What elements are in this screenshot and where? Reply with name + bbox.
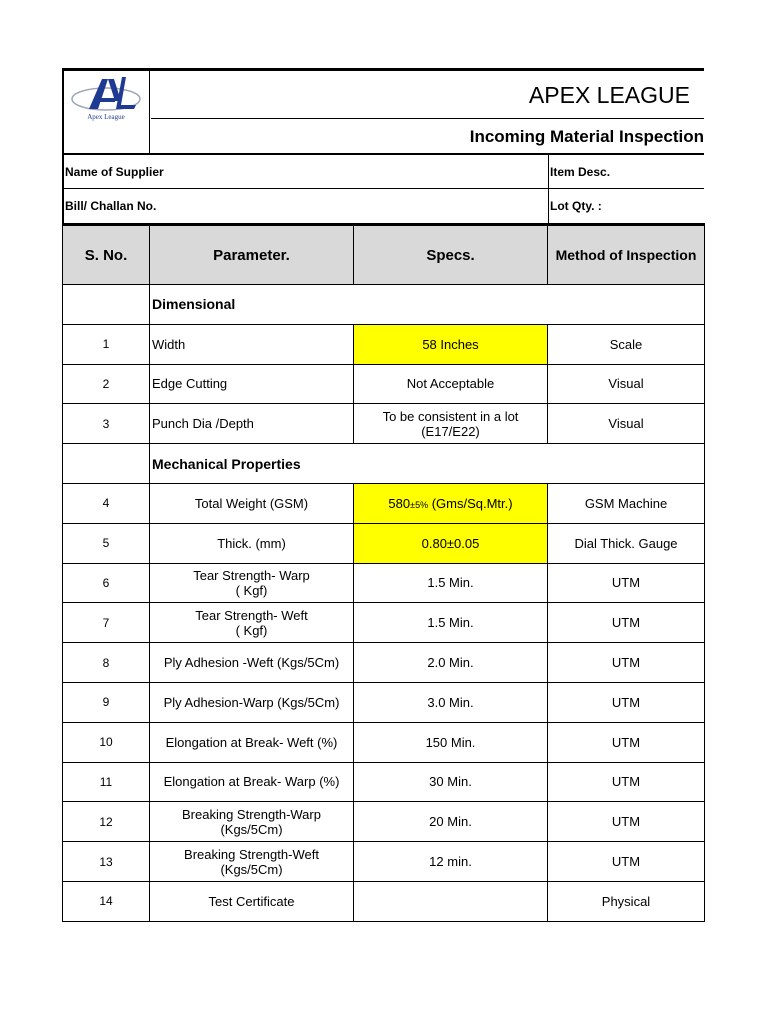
company-name: APEX LEAGUE <box>151 71 704 119</box>
row-number: 5 <box>63 523 150 563</box>
param-line-2: ( Kgf) <box>235 582 268 598</box>
row-method: GSM Machine <box>548 483 705 523</box>
row-parameter: Edge Cutting <box>150 364 354 404</box>
row-number: 3 <box>63 404 150 444</box>
row-method: UTM <box>548 603 705 643</box>
row-parameter <box>150 603 354 643</box>
row-parameter: Total Weight (GSM) <box>150 483 354 523</box>
section-row-dimensional <box>63 285 705 325</box>
row-spec: 150 Min. <box>354 722 548 762</box>
row-spec: 3.0 Min. <box>354 682 548 722</box>
row-parameter: Ply Adhesion -Weft (Kgs/5Cm) <box>150 643 354 683</box>
row-method: UTM <box>548 842 705 882</box>
col-header-sno: S. No. <box>63 225 150 285</box>
col-header-parameter: Parameter. <box>150 225 354 285</box>
row-parameter: Width <box>150 324 354 364</box>
row-number: 6 <box>63 563 150 603</box>
row-method: Visual <box>548 364 705 404</box>
param-line-1: Breaking Strength-Weft <box>184 846 319 862</box>
col-header-specs: Specs. <box>354 225 548 285</box>
param-line-2: ( Kgf) <box>235 622 268 638</box>
empty-cell <box>63 444 150 484</box>
row-spec: 2.0 Min. <box>354 643 548 683</box>
row-number: 10 <box>63 722 150 762</box>
row-spec <box>354 881 548 921</box>
row-parameter <box>150 842 354 882</box>
row-parameter: Test Certificate <box>150 881 354 921</box>
row-number: 1 <box>63 324 150 364</box>
row-spec: 0.80±0.05 <box>354 523 548 563</box>
table-row <box>63 404 705 444</box>
spec-unit: (Gms/Sq.Mtr.) <box>428 495 513 511</box>
row-method: UTM <box>548 802 705 842</box>
table-row <box>63 643 705 683</box>
info-block <box>62 153 704 223</box>
row-number: 12 <box>63 802 150 842</box>
table-row <box>63 722 705 762</box>
table-row <box>63 563 705 603</box>
row-number: 8 <box>63 643 150 683</box>
row-method: UTM <box>548 682 705 722</box>
table-header-row <box>63 225 705 285</box>
param-line-1: Tear Strength- Weft <box>195 607 308 623</box>
row-spec <box>354 404 548 444</box>
row-spec: 20 Min. <box>354 802 548 842</box>
row-spec: 58 Inches <box>354 324 548 364</box>
row-spec: 12 min. <box>354 842 548 882</box>
row-method: Dial Thick. Gauge <box>548 523 705 563</box>
section-label-dimensional: Dimensional <box>150 285 705 325</box>
row-number: 9 <box>63 682 150 722</box>
row-parameter: Elongation at Break- Weft (%) <box>150 722 354 762</box>
inspection-sheet <box>62 68 704 922</box>
supplier-label: Name of Supplier <box>65 165 164 179</box>
table-row <box>63 682 705 722</box>
param-line-1: Tear Strength- Warp <box>193 567 310 583</box>
row-method: UTM <box>548 563 705 603</box>
row-spec: 1.5 Min. <box>354 563 548 603</box>
table-row <box>63 881 705 921</box>
row-parameter: Ply Adhesion-Warp (Kgs/5Cm) <box>150 682 354 722</box>
row-number: 2 <box>63 364 150 404</box>
param-line-1: Breaking Strength-Warp <box>182 806 321 822</box>
logo-text: Apex League <box>87 113 125 121</box>
param-line-2: (Kgs/5Cm) <box>220 861 283 877</box>
table-row <box>63 603 705 643</box>
row-parameter: Thick. (mm) <box>150 523 354 563</box>
row-parameter: Elongation at Break- Warp (%) <box>150 762 354 802</box>
row-method: UTM <box>548 643 705 683</box>
table-row <box>63 324 705 364</box>
row-method: UTM <box>548 762 705 802</box>
document-subtitle: Incoming Material Inspection <box>469 127 704 146</box>
row-method: UTM <box>548 722 705 762</box>
section-label-mechanical: Mechanical Properties <box>150 444 705 484</box>
spec-line-2: (E17/E22) <box>421 423 480 439</box>
info-row-bill <box>64 189 704 223</box>
sheet-header <box>62 68 704 153</box>
table-row <box>63 802 705 842</box>
row-spec <box>354 483 548 523</box>
row-parameter <box>150 802 354 842</box>
row-parameter: Punch Dia /Depth <box>150 404 354 444</box>
row-number: 14 <box>63 881 150 921</box>
item-desc-label: Item Desc. <box>548 155 610 188</box>
row-spec: Not Acceptable <box>354 364 548 404</box>
table-row <box>63 523 705 563</box>
empty-cell <box>63 285 150 325</box>
row-number: 13 <box>63 842 150 882</box>
inspection-table <box>62 223 705 922</box>
bill-label: Bill/ Challan No. <box>65 199 157 213</box>
spec-line-1: To be consistent in a lot <box>382 408 519 424</box>
table-row <box>63 364 705 404</box>
table-row <box>63 762 705 802</box>
row-method: Scale <box>548 324 705 364</box>
section-row-mechanical <box>63 444 705 484</box>
row-number: 11 <box>63 762 150 802</box>
row-spec: 30 Min. <box>354 762 548 802</box>
row-method: Physical <box>548 881 705 921</box>
info-row-supplier <box>64 155 704 189</box>
table-row <box>63 483 705 523</box>
row-spec: 1.5 Min. <box>354 603 548 643</box>
apex-league-logo <box>64 71 148 151</box>
row-number: 7 <box>63 603 150 643</box>
row-parameter <box>150 563 354 603</box>
logo-cell <box>64 71 150 153</box>
row-method: Visual <box>548 404 705 444</box>
spec-value: 580 <box>388 495 411 511</box>
lot-qty-label: Lot Qty. : <box>548 189 602 223</box>
spec-tolerance: ±5% <box>410 499 429 510</box>
row-number: 4 <box>63 483 150 523</box>
table-row <box>63 842 705 882</box>
param-line-2: (Kgs/5Cm) <box>220 821 283 837</box>
col-header-method: Method of Inspection <box>548 225 705 285</box>
